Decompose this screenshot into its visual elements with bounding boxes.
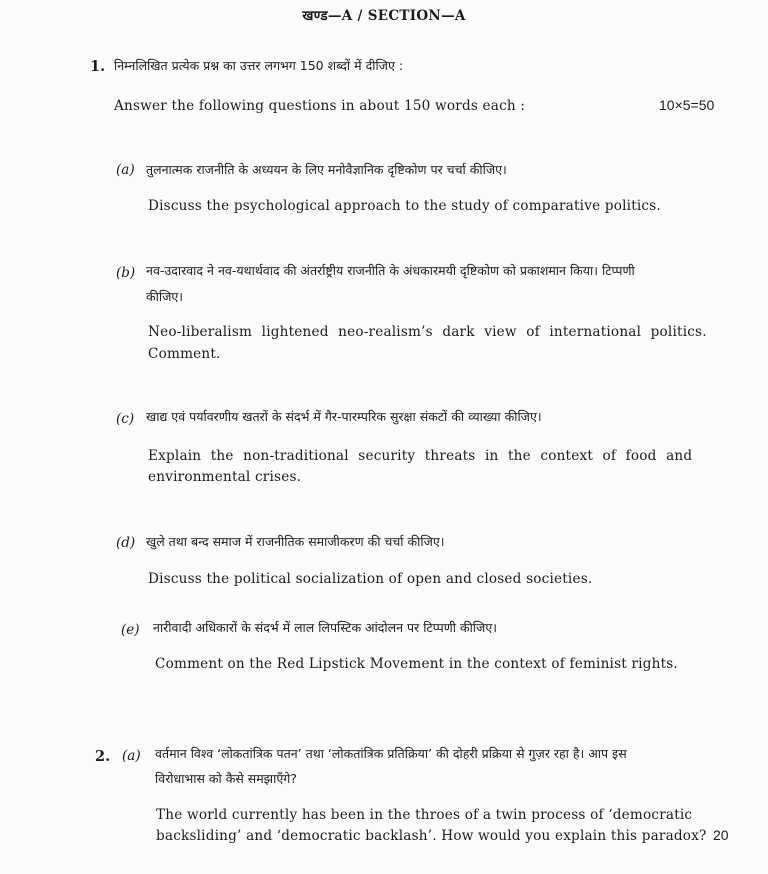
q2-part-a-english-line2: backsliding’ and ‘democratic backlash’. How would you explain this paradox? [156, 828, 707, 844]
section-heading: खण्ड—A / SECTION—A [302, 8, 466, 24]
q1-part-c-english-line2: environmental crises. [148, 469, 302, 485]
q1-part-b-english-line2: Comment. [148, 346, 221, 362]
q1-part-e-hindi: नारीवादी अधिकारों के संदर्भ में लाल लिपस्टिक आंदोलन पर टिप्पणी कीजिए। [153, 620, 497, 635]
q1-part-b-hindi-line1: नव-उदारवाद ने नव-यथार्थवाद की अंतर्राष्ट्रीय राजनीति के अंधकारमयी दृष्टिकोण को प्रकाशमान किया। टिप्पणी [146, 263, 635, 278]
question-1-marks: 10×5=50 [659, 97, 715, 113]
q1-part-e-english: Comment on the Red Lipstick Movement in the context of feminist rights. [155, 656, 678, 672]
question-1-number: 1. [90, 58, 106, 75]
q2-part-a-hindi-line2: विरोधाभास को कैसे समझाएँगे? [155, 771, 297, 786]
q1-part-a-english: Discuss the psychological approach to the study of comparative politics. [148, 198, 661, 214]
q2-part-a-hindi-line1: वर्तमान विश्व ‘लोकतांत्रिक पतन’ तथा ‘लोकतांत्रिक प्रतिक्रिया’ की दोहरी प्रक्रिया से गुज़र रहा है। आप इस [155, 746, 627, 761]
q1-part-a-label: (a) [116, 162, 135, 178]
q1-part-d-label: (d) [116, 535, 136, 551]
q1-part-d-english: Discuss the political socialization of open and closed societies. [148, 571, 593, 587]
q1-part-e-label: (e) [121, 622, 140, 638]
q1-part-b-hindi-line2: कीजिए। [146, 289, 184, 304]
q1-part-b-english-line1: Neo-liberalism lightened neo-realism’s dark view of international politics. [148, 324, 707, 340]
question-1-instruction-english: Answer the following questions in about 150 words each : [114, 98, 526, 114]
q1-part-a-hindi: तुलनात्मक राजनीति के अध्ययन के लिए मनोवैज्ञानिक दृष्टिकोण पर चर्चा कीजिए। [146, 162, 507, 177]
question-1-instruction-hindi: निम्नलिखित प्रत्येक प्रश्न का उत्तर लगभग 150 शब्दों में दीजिए : [114, 58, 404, 73]
question-2-marks: 20 [713, 827, 729, 843]
q1-part-c-hindi: खाद्य एवं पर्यावरणीय खतरों के संदर्भ में गैर-पारम्परिक सुरक्षा संकटों की व्याख्या कीजिए। [146, 409, 542, 424]
q2-part-a-label: (a) [122, 748, 141, 764]
q2-part-a-english-line1: The world currently has been in the throes of a twin process of ‘democratic [156, 807, 693, 823]
q1-part-d-hindi: खुले तथा बन्द समाज में राजनीतिक समाजीकरण की चर्चा कीजिए। [146, 534, 445, 549]
q1-part-b-label: (b) [116, 265, 136, 281]
question-2-number: 2. [95, 748, 111, 765]
q1-part-c-english-line1: Explain the non-traditional security threats in the context of food and [148, 448, 693, 464]
q1-part-c-label: (c) [116, 411, 135, 427]
